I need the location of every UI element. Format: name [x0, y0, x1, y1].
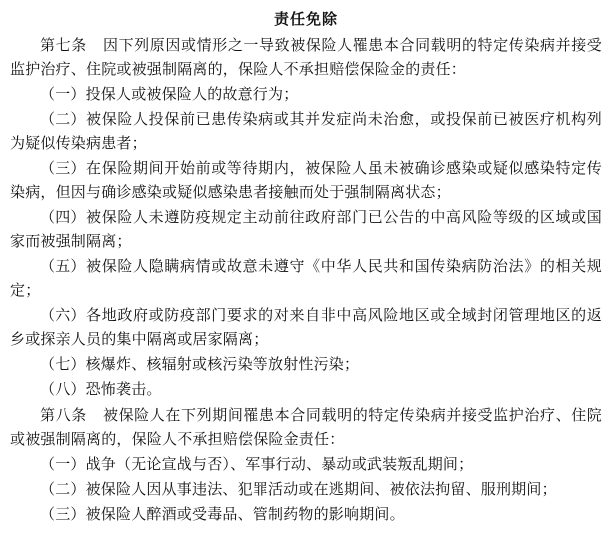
- article-7-item-5: [10, 254, 602, 302]
- item-text: 投保人或被保险人的故意行为；: [85, 85, 299, 103]
- item-text: 被保险人未遵防疫规定主动前往政府部门已公告的中高风险等级的区域或国家而被强制隔离；: [10, 208, 602, 250]
- item-number: （一）: [40, 455, 86, 473]
- article-8-intro: [10, 403, 602, 451]
- item-text: 各地政府或防疫部门要求的对来自非中高风险地区或全域封闭管理地区的返乡或探亲人员的集中隔离或居家隔离；: [10, 306, 602, 348]
- item-number: （八）: [40, 380, 86, 398]
- item-number: （三）: [40, 159, 86, 177]
- article-8-item-2: [10, 477, 602, 501]
- article-7-item-3: [10, 156, 602, 204]
- article-7-item-2: [10, 107, 602, 155]
- item-number: （五）: [40, 257, 86, 275]
- item-text: 战争（无论宣战与否）、军事行动、暴动或武装叛乱期间；: [85, 455, 474, 473]
- article-7-item-6: [10, 303, 602, 351]
- article-7-item-1: [10, 82, 602, 106]
- item-number: （二）: [40, 480, 86, 498]
- item-text: 核爆炸、核辐射或核污染等放射性污染；: [85, 355, 360, 373]
- article-7-label: 第七条: [40, 36, 87, 54]
- item-number: （六）: [40, 306, 86, 324]
- article-7-intro: [10, 33, 602, 81]
- article-8-item-3: [10, 502, 602, 526]
- item-text: 恐怖袭击。: [85, 380, 162, 398]
- article-8-label: 第八条: [40, 406, 87, 424]
- item-number: （七）: [40, 355, 86, 373]
- item-text: 被保险人投保前已患传染病或其并发症尚未治愈，或投保前已被医疗机构列为疑似传染病患者；: [10, 110, 602, 152]
- article-8-text: 被保险人在下列期间罹患本合同载明的特定传染病并接受监护治疗、住院或被强制隔离的，保险人不承担赔偿保险金责任：: [10, 406, 603, 448]
- article-8-item-1: [10, 452, 602, 476]
- article-7-item-8: [10, 377, 602, 401]
- item-number: （二）: [40, 110, 86, 128]
- item-number: （三）: [40, 505, 86, 523]
- item-number: （四）: [40, 208, 86, 226]
- item-text: 被保险人隐瞒病情或故意未遵守《中华人民共和国传染病防治法》的相关规定；: [10, 257, 602, 299]
- document-title: 责任免除: [273, 10, 338, 28]
- article-7-item-4: [10, 205, 602, 253]
- article-7-item-7: [10, 352, 602, 376]
- item-text: 在保险期间开始前或等待期内，被保险人虽未被确诊感染或疑似感染特定传染病，但因与确诊感染或疑似感染患者接触而处于强制隔离状态；: [10, 159, 602, 201]
- item-text: 被保险人醉酒或受毒品、管制药物的影响期间。: [85, 505, 405, 523]
- document-body: [10, 8, 602, 527]
- item-text: 被保险人因从事违法、犯罪活动或在逃期间、被依法拘留、服刑期间；: [85, 480, 557, 498]
- item-number: （一）: [40, 85, 86, 103]
- article-7-text: 因下列原因或情形之一导致被保险人罹患本合同载明的特定传染病并接受监护治疗、住院或被强制隔离的，保险人不承担赔偿保险金的责任：: [10, 36, 603, 78]
